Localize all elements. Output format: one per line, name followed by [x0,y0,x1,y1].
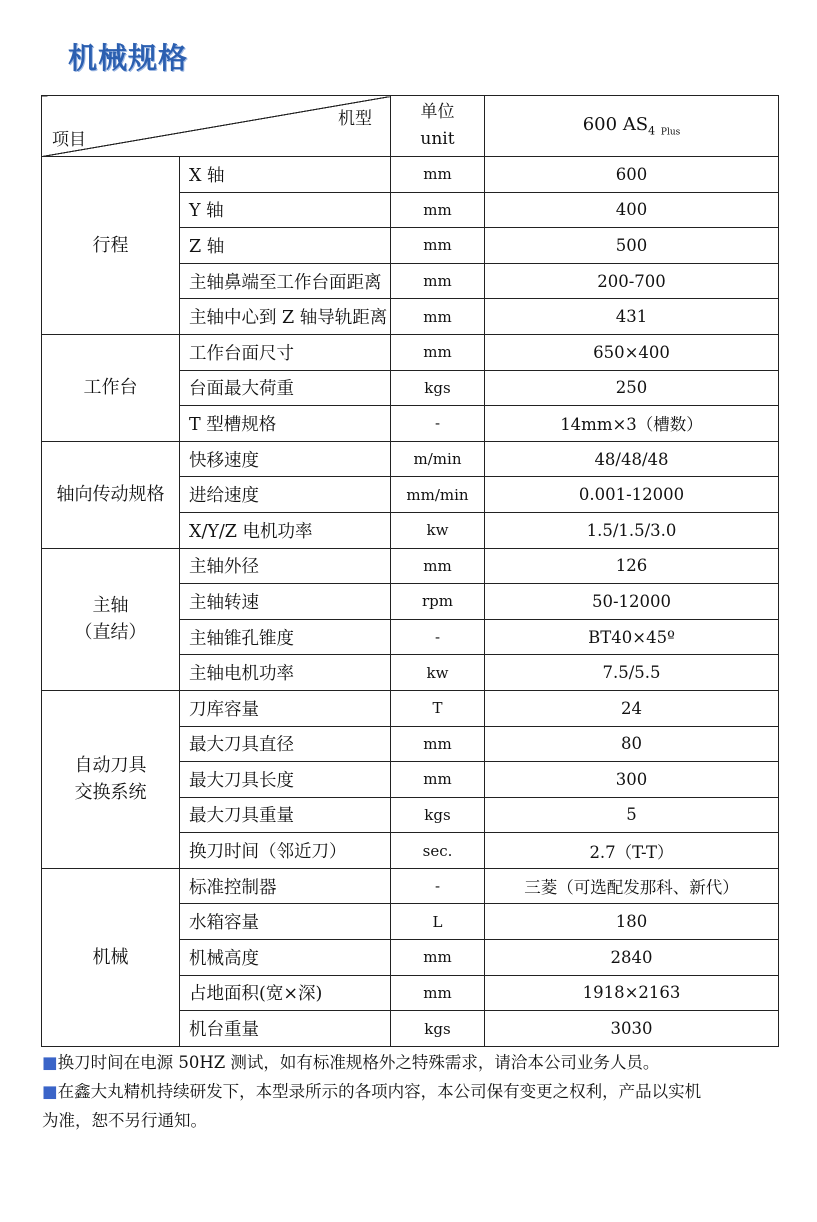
model-sub-text: Plus [660,127,681,138]
value-cell: 1.5/1.5/3.0 [485,512,779,548]
item-cell: Y 轴 [180,192,391,228]
value-cell: 5 [485,797,779,833]
value-cell: BT40×45º [485,619,779,655]
value-cell: 3030 [485,1011,779,1047]
unit-cell: mm [391,299,485,335]
item-cell: 主轴鼻端至工作台面距离 [180,263,391,299]
model-sub-number: 4 [648,124,656,138]
item-cell: 工作台面尺寸 [180,334,391,370]
item-cell: 换刀时间（邻近刀） [180,833,391,869]
note-line-2 [42,1077,782,1106]
unit-cell: mm [391,192,485,228]
unit-cell: mm [391,157,485,193]
item-cell: X 轴 [180,157,391,193]
table-row [42,548,779,584]
table-row [42,868,779,904]
value-cell: 0.001-12000 [485,477,779,513]
table-row [42,157,779,193]
unit-cell: mm [391,228,485,264]
item-cell: 机台重量 [180,1011,391,1047]
item-cell: T 型槽规格 [180,406,391,442]
value-cell: 300 [485,762,779,798]
note-text-1: 换刀时间在电源 50HZ 测试，如有标准规格外之特殊需求，请洽本公司业务人员。 [57,1053,660,1072]
note-text-2: 在鑫大丸精机持续研发下，本型录所示的各项内容，本公司保有变更之权利，产品以实机 [57,1082,702,1101]
item-cell: 主轴外径 [180,548,391,584]
item-cell: 主轴转速 [180,584,391,620]
unit-cell: - [391,619,485,655]
value-cell: 1918×2163 [485,975,779,1011]
category-cell [42,868,180,1046]
unit-cell: kgs [391,1011,485,1047]
category-cell [42,441,180,548]
value-cell: 50-12000 [485,584,779,620]
category-label: 机械 [92,946,129,968]
item-cell: 最大刀具长度 [180,762,391,798]
unit-cell: sec. [391,833,485,869]
note-line-1 [42,1048,782,1077]
item-cell: 主轴锥孔锥度 [180,619,391,655]
unit-cell: m/min [391,441,485,477]
unit-cell: kgs [391,797,485,833]
item-label: 项目 [52,130,86,150]
category-cell [42,334,180,441]
category-label: 行程 [92,234,129,256]
value-cell: 7.5/5.5 [485,655,779,691]
unit-header-cell [391,96,485,157]
value-cell: 三菱（可选配发那科、新代） [485,868,779,904]
table-row [42,441,779,477]
unit-cell: - [391,406,485,442]
note-line-3 [42,1106,782,1135]
table-header-row [42,96,779,157]
unit-cell: kw [391,655,485,691]
category-cell [42,690,180,868]
category-label: 交换系统 [74,782,147,804]
model-label: 机型 [338,109,372,129]
item-cell: 刀库容量 [180,690,391,726]
item-cell: 占地面积(宽×深) [180,975,391,1011]
item-cell: X/Y/Z 电机功率 [180,512,391,548]
value-cell: 126 [485,548,779,584]
value-cell: 24 [485,690,779,726]
unit-label-en: unit [420,129,455,149]
unit-cell: T [391,690,485,726]
category-label: （直结） [74,622,147,644]
item-cell: 快移速度 [180,441,391,477]
value-cell: 250 [485,370,779,406]
spec-table-body [42,96,779,1047]
page-title: 机械规格 [68,41,189,75]
unit-cell: L [391,904,485,940]
value-cell: 80 [485,726,779,762]
value-cell: 431 [485,299,779,335]
unit-cell: rpm [391,584,485,620]
category-label: 工作台 [83,377,138,399]
item-cell: 标准控制器 [180,868,391,904]
unit-cell: mm [391,263,485,299]
diagonal-header-cell [42,96,391,157]
item-cell: 机械高度 [180,940,391,976]
value-cell: 48/48/48 [485,441,779,477]
value-cell: 180 [485,904,779,940]
item-cell: 最大刀具直径 [180,726,391,762]
item-cell: 最大刀具重量 [180,797,391,833]
category-cell [42,157,180,335]
unit-cell: mm [391,940,485,976]
unit-cell: - [391,868,485,904]
bullet-square-icon: ■ [42,1082,58,1101]
item-cell: 进给速度 [180,477,391,513]
model-name: 600 AS [582,114,649,136]
category-cell [42,548,180,690]
value-cell: 650×400 [485,334,779,370]
unit-cell: mm [391,334,485,370]
table-row [42,690,779,726]
unit-cell: mm [391,975,485,1011]
notes-block [42,1048,782,1135]
value-cell: 600 [485,157,779,193]
value-cell: 2840 [485,940,779,976]
spec-table [41,95,779,1047]
item-cell: 水箱容量 [180,904,391,940]
category-label: 主轴 [92,595,129,617]
table-row [42,334,779,370]
unit-cell: mm/min [391,477,485,513]
item-cell: 主轴电机功率 [180,655,391,691]
unit-cell: mm [391,762,485,798]
category-label: 自动刀具 [74,755,147,777]
unit-cell: mm [391,726,485,762]
item-cell: Z 轴 [180,228,391,264]
bullet-square-icon: ■ [42,1053,58,1072]
unit-cell: kgs [391,370,485,406]
unit-label-zh: 单位 [420,102,455,122]
value-cell: 200-700 [485,263,779,299]
item-cell: 台面最大荷重 [180,370,391,406]
value-cell: 2.7（T-T） [485,833,779,869]
unit-cell: mm [391,548,485,584]
model-header-cell [485,96,779,157]
value-cell: 14mm×3（槽数） [485,406,779,442]
item-cell: 主轴中心到 Z 轴导轨距离 [180,299,391,335]
unit-cell: kw [391,512,485,548]
value-cell: 500 [485,228,779,264]
value-cell: 400 [485,192,779,228]
category-label: 轴向传动规格 [56,484,165,506]
note-text-3: 为准，恕不另行通知。 [42,1111,207,1130]
